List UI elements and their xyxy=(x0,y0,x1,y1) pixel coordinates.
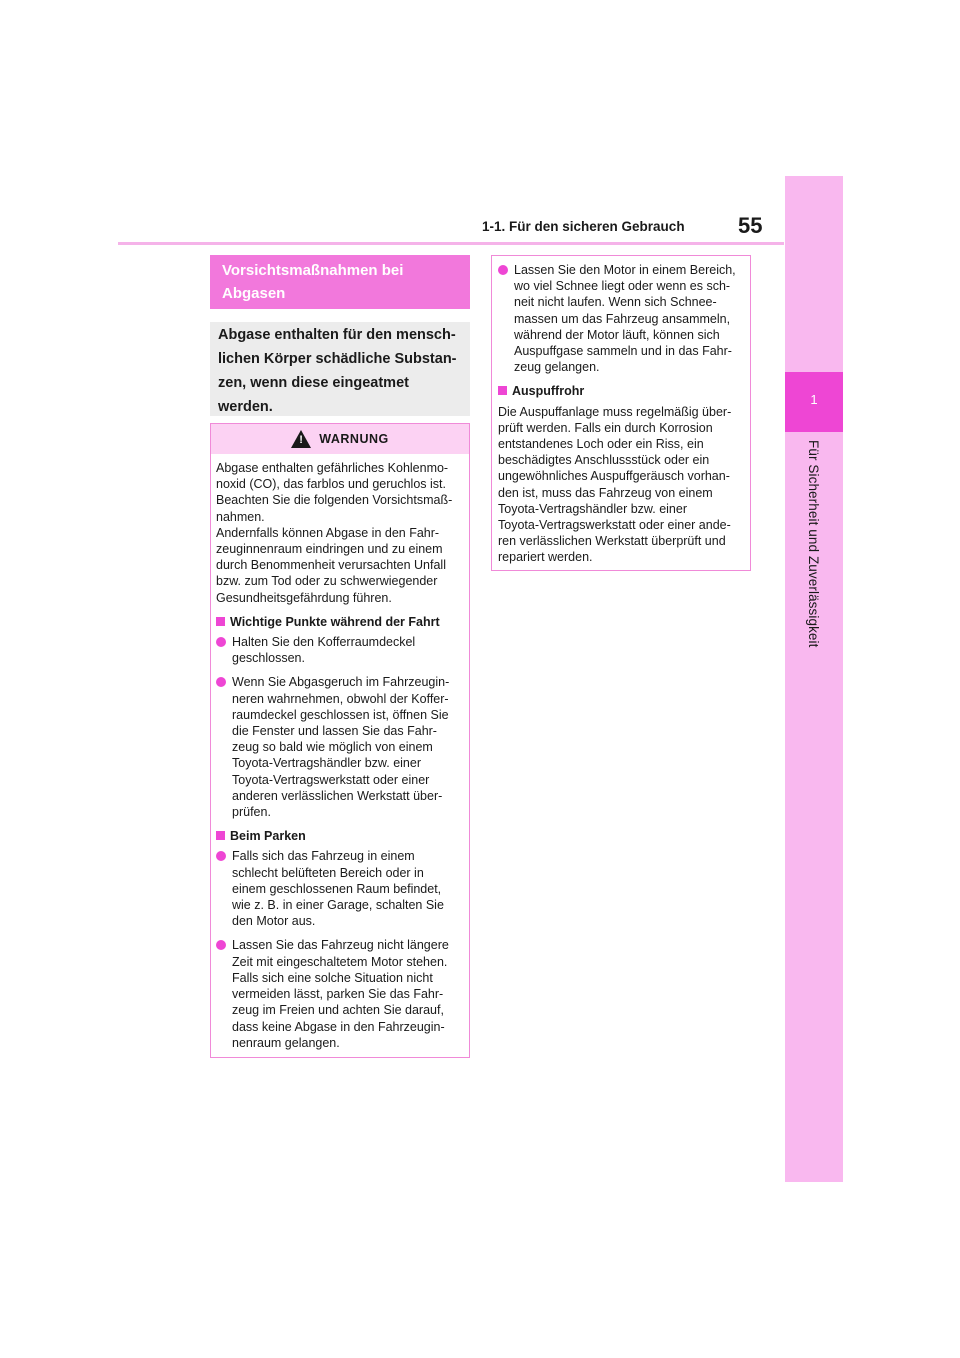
subheading-text: Auspuffrohr xyxy=(512,384,585,399)
text-line: während der Motor läuft, können sich xyxy=(514,327,720,342)
warning-triangle-icon: ! xyxy=(291,430,311,448)
warning-body xyxy=(211,454,469,1051)
text-line: Toyota-Vertragshändler bzw. einer xyxy=(498,501,687,516)
paragraph xyxy=(498,404,744,566)
circle-bullet-icon xyxy=(216,940,226,950)
square-bullet-icon xyxy=(216,831,225,840)
circle-bullet-icon xyxy=(216,851,226,861)
text-line: Wenn Sie Abgasgeruch im Fahrzeugin- xyxy=(232,675,450,690)
text-line: Auspuffgase sammeln und in das Fahr- xyxy=(514,344,732,359)
circle-bullet-icon xyxy=(216,637,226,647)
text-line: Andernfalls können Abgase in den Fahr- xyxy=(216,525,440,540)
list-item xyxy=(216,674,464,820)
section-title xyxy=(210,255,470,309)
text-line: neit nicht laufen. Wenn sich Schnee- xyxy=(514,295,717,310)
text-line: zeug so bald wie möglich von einem xyxy=(232,740,433,755)
circle-bullet-icon xyxy=(216,677,226,687)
text-line: noxid (CO), das farblos und geruchlos ist. xyxy=(216,477,446,492)
text-line: ren verlässlichen Werkstatt überprüft und xyxy=(498,534,726,549)
text-line: Beachten Sie die folgenden Vorsichtsmaß- xyxy=(216,493,453,508)
subheading-text: Beim Parken xyxy=(230,829,306,844)
text-line: Abgase enthalten gefährliches Kohlenmo- xyxy=(216,461,449,475)
text-line: prüft werden. Falls ein durch Korrosion xyxy=(498,420,713,435)
text-line: einem geschlossenen Raum befindet, xyxy=(232,881,442,896)
section-title-line: Vorsichtsmaßnahmen bei xyxy=(222,262,404,279)
list-item xyxy=(216,634,464,666)
text-line: Gesundheitsgefährdung führen. xyxy=(216,590,392,605)
warning-header xyxy=(211,424,469,454)
text-line: prüfen. xyxy=(232,805,271,820)
intro-line: Abgase enthalten für den mensch- xyxy=(218,327,456,343)
text-line: den Motor aus. xyxy=(232,914,316,929)
text-line: raumdeckel geschlossen ist, öffnen Sie xyxy=(232,707,449,722)
text-line: anderen verlässlichen Werkstatt über- xyxy=(232,788,443,803)
warning-continuation-box xyxy=(491,255,751,571)
text-line: repariert werden. xyxy=(498,550,593,565)
intro-summary xyxy=(210,322,470,416)
text-line: massen um das Fahrzeug ansammeln, xyxy=(514,311,731,326)
section-title-line: Abgasen xyxy=(222,285,286,302)
text-line: Lassen Sie das Fahrzeug nicht längere xyxy=(232,938,449,953)
square-bullet-icon xyxy=(498,386,507,395)
warning-box xyxy=(210,423,470,1058)
header-divider xyxy=(118,242,784,245)
chapter-title: Für Sicherheit und Zuverlässigkeit xyxy=(806,440,821,648)
text-line: Lassen Sie den Motor in einem Bereich, xyxy=(514,263,736,277)
text-line: ungewöhnliches Auspuffgeräusch vorhan- xyxy=(498,469,730,484)
warning-label: WARNUNG xyxy=(319,432,389,446)
warning-intro xyxy=(216,460,464,606)
text-line: Toyota-Vertragswerkstatt oder einer xyxy=(232,772,430,787)
text-line: Toyota-Vertragshändler bzw. einer xyxy=(232,756,421,771)
text-line: neren wahrnehmen, obwohl der Koffer- xyxy=(232,691,449,706)
text-line: Toyota-Vertragswerkstatt oder einer ande- xyxy=(498,518,731,533)
chapter-side-tab xyxy=(785,176,843,1182)
text-line: nahmen. xyxy=(216,509,265,524)
intro-line: lichen Körper schädliche Substan- xyxy=(218,351,457,367)
text-line: Halten Sie den Kofferraumdeckel xyxy=(232,635,416,650)
page-number: 55 xyxy=(738,213,763,238)
text-line: den ist, muss das Fahrzeug von einem xyxy=(498,485,713,500)
text-line: wo viel Schnee liegt oder wenn es sch- xyxy=(514,279,731,294)
subheading xyxy=(216,614,464,630)
text-line: wie z. B. in einer Garage, schalten Sie xyxy=(232,898,444,913)
list-item xyxy=(216,848,464,929)
text-line: nenraum gelangen. xyxy=(232,1035,340,1050)
text-line: beschädigtes Anschlussstück oder ein xyxy=(498,453,710,468)
text-line: zeug im Freien und achten Sie darauf, xyxy=(232,1003,444,1018)
section-header: 1-1. Für den sicheren Gebrauch xyxy=(482,219,685,234)
square-bullet-icon xyxy=(216,617,225,626)
subheading xyxy=(498,383,744,399)
text-line: dass keine Abgase in den Fahrzeugin- xyxy=(232,1019,445,1034)
list-item xyxy=(216,937,464,1050)
intro-line: zen, wenn diese eingeatmet xyxy=(218,375,409,391)
list-item xyxy=(498,262,744,375)
text-line: zeug gelangen. xyxy=(514,360,600,375)
text-line: geschlossen. xyxy=(232,651,305,666)
text-line: bzw. zum Tod oder zu schwerwiegender xyxy=(216,574,438,589)
text-line: zeuginnenraum eindringen und zu einem xyxy=(216,542,443,557)
text-line: durch Benommenheit verursachten Unfall xyxy=(216,558,446,573)
text-line: Die Auspuffanlage muss regelmäßig über- xyxy=(498,404,732,419)
text-line: die Fenster und lassen Sie das Fahr- xyxy=(232,724,437,739)
subheading xyxy=(216,828,464,844)
chapter-number: 1 xyxy=(785,372,843,432)
text-line: vermeiden lässt, parken Sie das Fahr- xyxy=(232,987,444,1002)
text-line: schlecht belüfteten Bereich oder in xyxy=(232,865,424,880)
intro-line: werden. xyxy=(218,399,273,415)
text-line: Zeit mit eingeschaltetem Motor stehen. xyxy=(232,954,448,969)
subheading-text: Wichtige Punkte während der Fahrt xyxy=(230,614,440,629)
text-line: entstandenes Loch oder ein Riss, ein xyxy=(498,437,704,452)
text-line: Falls sich eine solche Situation nicht xyxy=(232,970,433,985)
text-line: Falls sich das Fahrzeug in einem xyxy=(232,849,415,864)
circle-bullet-icon xyxy=(498,265,508,275)
